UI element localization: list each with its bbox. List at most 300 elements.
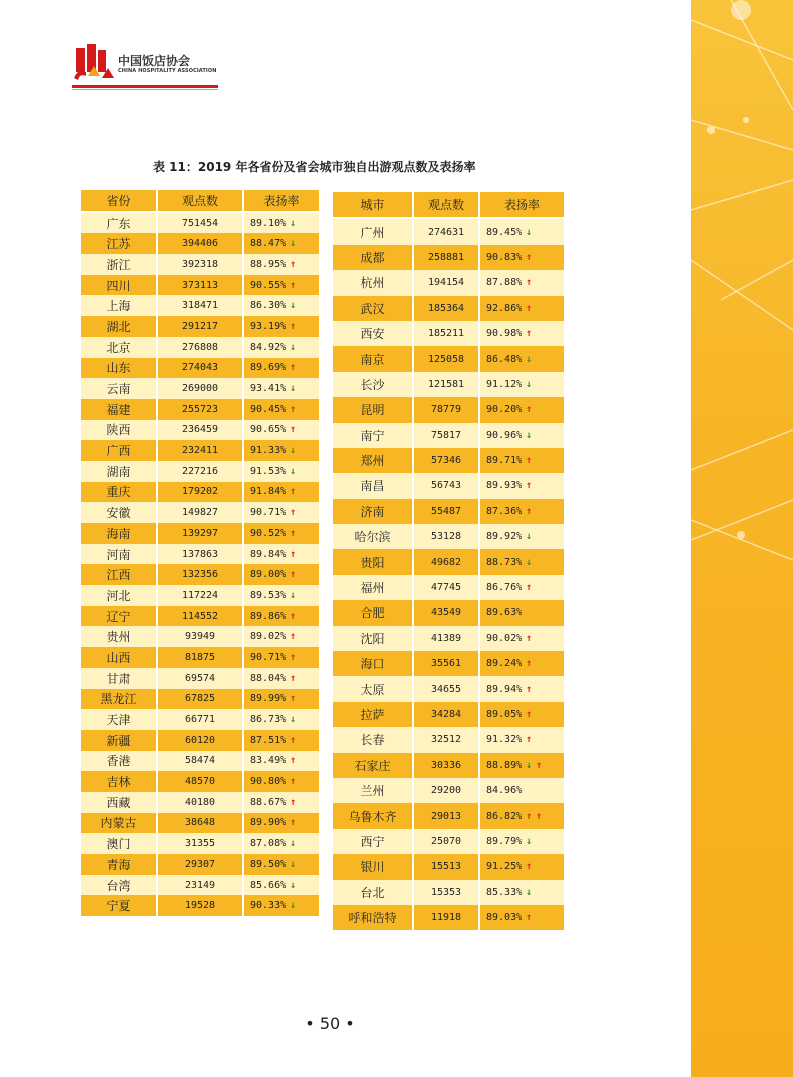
praise-rate-cell (479, 702, 564, 727)
praise-rate-value: 84.96% (486, 785, 523, 797)
region-name-cell: 成都 (333, 245, 413, 270)
table-row (81, 482, 319, 503)
table-row (81, 295, 319, 316)
region-name-cell: 湖南 (81, 461, 157, 482)
praise-rate-cell (479, 346, 564, 371)
region-name-cell: 山东 (81, 358, 157, 379)
praise-rate-cell (243, 751, 319, 772)
trend-up-icon: ↑ (526, 683, 533, 695)
table-row (81, 440, 319, 461)
praise-rate-cell (479, 676, 564, 701)
praise-rate-cell (479, 905, 564, 930)
trend-up-icon: ↑ (526, 302, 533, 314)
region-name-cell: 广东 (81, 212, 157, 234)
opinion-count-cell: 29200 (413, 778, 479, 803)
opinion-count-cell: 31355 (157, 833, 243, 854)
trend-down-icon: ↓ (526, 378, 533, 390)
region-name-cell: 呼和浩特 (333, 905, 413, 930)
region-name-cell: 福建 (81, 399, 157, 420)
trend-up-icon: ↑ (290, 548, 297, 560)
table-row (333, 778, 564, 803)
region-name-cell: 浙江 (81, 254, 157, 275)
praise-rate-value: 90.02% (486, 632, 523, 644)
table-row (333, 626, 564, 651)
opinion-count-cell: 30336 (413, 753, 479, 778)
region-name-cell: 南京 (333, 346, 413, 371)
praise-rate-value: 89.99% (250, 693, 287, 705)
region-name-cell: 贵州 (81, 626, 157, 647)
praise-rate-value: 88.04% (250, 672, 287, 684)
opinion-count-cell: 232411 (157, 440, 243, 461)
table-row (81, 316, 319, 337)
opinion-count-cell: 236459 (157, 420, 243, 441)
trend-down-icon: ↓ (526, 429, 533, 441)
region-name-cell: 辽宁 (81, 606, 157, 627)
opinion-count-cell: 29013 (413, 803, 479, 828)
praise-rate-value: 87.88% (486, 277, 523, 289)
table-row (333, 296, 564, 321)
table-row (333, 676, 564, 701)
region-name-cell: 长沙 (333, 372, 413, 397)
table-row (81, 668, 319, 689)
trend-up-icon: ↑ (526, 658, 533, 670)
opinion-count-cell: 35561 (413, 651, 479, 676)
trend-up-icon: ↑ (526, 709, 533, 720)
praise-rate-cell (243, 378, 319, 399)
table-row (333, 423, 564, 448)
praise-rate-value: 93.19% (250, 320, 287, 332)
table-row (333, 829, 564, 854)
praise-rate-cell (243, 420, 319, 441)
praise-rate-cell (243, 275, 319, 296)
trend-up-icon: ↑ (290, 258, 297, 270)
praise-rate-value: 93.41% (250, 383, 287, 395)
trend-down-icon: ↓ (526, 835, 533, 847)
opinion-count-cell: 19528 (157, 895, 243, 916)
region-name-cell: 福州 (333, 575, 413, 600)
praise-rate-value: 88.47% (250, 238, 287, 250)
praise-rate-cell (243, 337, 319, 358)
opinion-count-cell: 58474 (157, 751, 243, 772)
praise-rate-value: 90.71% (250, 651, 287, 663)
praise-rate-value: 91.25% (486, 861, 523, 873)
praise-rate-cell (243, 461, 319, 482)
region-name-cell: 江西 (81, 564, 157, 585)
opinion-count-cell: 60120 (157, 730, 243, 751)
praise-rate-cell (243, 854, 319, 875)
praise-rate-value: 87.51% (250, 734, 287, 746)
praise-rate-value: 89.79% (486, 835, 523, 847)
praise-rate-cell (479, 245, 564, 270)
praise-rate-cell (243, 730, 319, 751)
opinion-count-cell: 274043 (157, 358, 243, 379)
trend-down-icon: ↓ (290, 445, 297, 457)
opinion-count-cell: 34284 (413, 702, 479, 727)
opinion-count-cell: 56743 (413, 473, 479, 498)
opinion-count-cell: 269000 (157, 378, 243, 399)
region-name-cell: 武汉 (333, 296, 413, 321)
trend-down-icon: ↓ (526, 353, 533, 365)
praise-rate-cell (243, 254, 319, 275)
opinion-count-cell: 34655 (413, 676, 479, 701)
praise-rate-value: 90.45% (250, 403, 287, 415)
header-rule-red (72, 85, 218, 88)
table-row (333, 346, 564, 371)
region-name-cell: 四川 (81, 275, 157, 296)
region-name-cell: 北京 (81, 337, 157, 358)
praise-rate-cell (243, 709, 319, 730)
region-name-cell: 哈尔滨 (333, 524, 413, 549)
opinion-count-cell: 751454 (157, 212, 243, 234)
table-row (333, 600, 564, 625)
praise-rate-value: 89.50% (250, 858, 287, 870)
trend-up-icon: ↑ (526, 328, 533, 340)
region-name-cell: 沈阳 (333, 626, 413, 651)
praise-rate-value: 91.53% (250, 465, 287, 477)
region-name-cell: 南昌 (333, 473, 413, 498)
praise-rate-cell (479, 778, 564, 803)
praise-rate-value: 89.69% (250, 362, 287, 374)
trend-up-icon: ↑ (290, 527, 297, 539)
table-row (81, 792, 319, 813)
region-name-cell: 银川 (333, 854, 413, 879)
region-name-cell: 西宁 (333, 829, 413, 854)
praise-rate-cell (479, 753, 564, 778)
praise-rate-cell (243, 544, 319, 565)
praise-rate-value: 88.89% (486, 759, 523, 771)
praise-rate-cell (243, 689, 319, 710)
table-title: 表 11：2019 年各省份及省会城市独自出游观点数及表扬率 (153, 160, 476, 174)
praise-rate-cell (243, 233, 319, 254)
praise-rate-value: 89.71% (486, 455, 523, 467)
trend-down-icon: ↓ (526, 759, 533, 771)
table-row (333, 702, 564, 727)
praise-rate-cell (479, 549, 564, 574)
table-row (333, 880, 564, 905)
table-row (333, 803, 564, 828)
trend-up-icon: ↑ (526, 455, 533, 467)
region-name-cell: 石家庄 (333, 753, 413, 778)
praise-rate-value: 91.84% (250, 486, 287, 498)
praise-rate-cell (479, 499, 564, 524)
praise-rate-cell (479, 448, 564, 473)
region-name-cell: 兰州 (333, 778, 413, 803)
opinion-count-cell: 41389 (413, 626, 479, 651)
trend-up-icon: ↑ (290, 693, 297, 705)
opinion-count-cell: 75817 (413, 423, 479, 448)
praise-rate-cell (243, 482, 319, 503)
praise-rate-cell (479, 397, 564, 422)
praise-rate-value: 91.33% (250, 445, 287, 457)
praise-rate-cell (243, 875, 319, 896)
trend-down-icon: ↓ (290, 900, 297, 912)
opinion-count-cell: 318471 (157, 295, 243, 316)
region-name-cell: 台北 (333, 880, 413, 905)
header-rule-orange (72, 89, 218, 90)
praise-rate-value: 86.48% (486, 353, 523, 365)
opinion-count-cell: 121581 (413, 372, 479, 397)
trend-up-icon: ↑ (526, 505, 533, 517)
table-row (333, 549, 564, 574)
table-row (333, 905, 564, 930)
table-row (81, 854, 319, 875)
table-row (81, 212, 319, 234)
table-row (81, 833, 319, 854)
trend-down-icon: ↓ (290, 217, 297, 229)
table-row (81, 254, 319, 275)
region-name-cell: 合肥 (333, 600, 413, 625)
organization-name-english: CHINA HOSPITALITY ASSOCIATION (118, 68, 217, 74)
region-name-cell: 西藏 (81, 792, 157, 813)
table-row (81, 564, 319, 585)
praise-rate-cell (479, 803, 564, 828)
region-name-cell: 香港 (81, 751, 157, 772)
opinion-count-cell: 394406 (157, 233, 243, 254)
praise-rate-cell (479, 727, 564, 752)
region-name-cell: 宁夏 (81, 895, 157, 916)
trend-up-icon: ↑ (290, 796, 297, 808)
region-name-cell: 安徽 (81, 502, 157, 523)
opinion-count-cell: 117224 (157, 585, 243, 606)
trend-up-icon: ↑ (526, 582, 533, 594)
trend-down-icon: ↓ (526, 531, 533, 543)
region-name-cell: 云南 (81, 378, 157, 399)
opinion-count-cell: 179202 (157, 482, 243, 503)
trend-up-icon: ↑ (526, 734, 533, 746)
praise-rate-cell (479, 829, 564, 854)
opinion-count-cell: 15513 (413, 854, 479, 879)
trend-up-icon: ↑ (290, 362, 297, 374)
opinion-count-cell: 185211 (413, 321, 479, 346)
table-row (81, 689, 319, 710)
praise-rate-cell (243, 358, 319, 379)
opinion-count-cell: 258881 (413, 245, 479, 270)
opinion-count-cell: 11918 (413, 905, 479, 930)
trend-up-icon: ↑ (290, 817, 297, 829)
praise-rate-cell (479, 651, 564, 676)
trend-down-icon: ↓ (290, 341, 297, 353)
region-name-cell: 拉萨 (333, 702, 413, 727)
table-row (81, 233, 319, 254)
trend-up-icon: ↑ (290, 507, 297, 519)
opinion-count-cell: 69574 (157, 668, 243, 689)
praise-rate-value: 89.63% (486, 607, 523, 619)
praise-rate-value: 90.71% (250, 507, 287, 519)
praise-rate-value: 89.90% (250, 817, 287, 829)
trend-up-icon: ↑ (290, 610, 297, 622)
column-header: 城市 (333, 192, 413, 218)
praise-rate-value: 86.30% (250, 300, 287, 312)
opinion-count-cell: 66771 (157, 709, 243, 730)
table-row (81, 461, 319, 482)
opinion-count-cell: 67825 (157, 689, 243, 710)
table-row (333, 854, 564, 879)
praise-rate-value: 88.67% (250, 796, 287, 808)
table-row (333, 218, 564, 244)
opinion-count-cell: 132356 (157, 564, 243, 585)
region-name-cell: 甘肃 (81, 668, 157, 689)
praise-rate-cell (479, 473, 564, 498)
trend-down-icon: ↓ (526, 226, 533, 238)
region-name-cell: 广州 (333, 218, 413, 244)
table-row (333, 753, 564, 778)
trend-down-icon: ↓ (290, 383, 297, 395)
column-header: 观点数 (413, 192, 479, 218)
region-name-cell: 南宁 (333, 423, 413, 448)
region-name-cell: 内蒙古 (81, 813, 157, 834)
praise-rate-cell (479, 854, 564, 879)
praise-rate-value: 89.53% (250, 589, 287, 601)
table-row (81, 337, 319, 358)
praise-rate-cell (243, 626, 319, 647)
praise-rate-cell (243, 585, 319, 606)
trend-down-icon: ↓ (290, 589, 297, 601)
page-number: • 50 • (305, 1014, 355, 1033)
praise-rate-value: 90.20% (486, 404, 523, 416)
region-name-cell: 台湾 (81, 875, 157, 896)
region-name-cell: 新疆 (81, 730, 157, 751)
trend-up-icon: ↑ (290, 672, 297, 684)
table-row (333, 524, 564, 549)
opinion-count-cell: 43549 (413, 600, 479, 625)
hotel-association-logo-icon (72, 42, 116, 84)
praise-rate-value: 91.12% (486, 378, 523, 390)
table-row (333, 321, 564, 346)
praise-rate-cell (479, 321, 564, 346)
praise-rate-value: 92.86% (486, 302, 523, 314)
region-name-cell: 吉林 (81, 771, 157, 792)
trend-down-icon: ↓ (290, 858, 297, 870)
praise-rate-cell (243, 771, 319, 792)
trend-up-icon: ↑ (290, 424, 297, 436)
decorative-side-band (691, 0, 793, 1077)
praise-rate-cell (479, 626, 564, 651)
region-name-cell: 郑州 (333, 448, 413, 473)
trend-down-icon: ↓ (526, 886, 533, 898)
region-name-cell: 黑龙江 (81, 689, 157, 710)
praise-rate-cell (479, 575, 564, 600)
praise-rate-value: 83.49% (250, 755, 287, 767)
opinion-count-cell: 55487 (413, 499, 479, 524)
table-row (81, 813, 319, 834)
region-name-cell: 昆明 (333, 397, 413, 422)
praise-rate-value: 87.08% (250, 838, 287, 850)
praise-rate-cell (479, 296, 564, 321)
table-row (81, 358, 319, 379)
trend-down-icon: ↓ (290, 465, 297, 477)
opinion-count-cell: 29307 (157, 854, 243, 875)
praise-rate-value: 89.92% (486, 531, 523, 543)
trend-down-icon: ↓ (290, 879, 297, 891)
opinion-count-cell: 194154 (413, 270, 479, 295)
praise-rate-value: 90.83% (486, 251, 523, 263)
opinion-count-cell: 32512 (413, 727, 479, 752)
table-row (81, 585, 319, 606)
praise-rate-cell (479, 372, 564, 397)
opinion-count-cell: 291217 (157, 316, 243, 337)
network-lines-decoration (691, 0, 793, 1077)
trend-up-icon: ↑ (526, 861, 533, 873)
praise-rate-cell (243, 813, 319, 834)
praise-rate-value: 90.33% (250, 900, 287, 912)
trend-down-icon: ↓ (290, 838, 297, 850)
trend-up-icon: ↑ (290, 403, 297, 415)
trend-up-icon: ↑ (526, 251, 533, 263)
praise-rate-cell (243, 295, 319, 316)
table-row (81, 751, 319, 772)
opinion-count-cell: 227216 (157, 461, 243, 482)
table-row (81, 875, 319, 896)
opinion-count-cell: 57346 (413, 448, 479, 473)
region-name-cell: 青海 (81, 854, 157, 875)
region-name-cell: 广西 (81, 440, 157, 461)
table-row (333, 575, 564, 600)
trend-up-icon: ↑ (526, 404, 533, 416)
praise-rate-value: 89.24% (486, 658, 523, 670)
table-row (333, 473, 564, 498)
praise-rate-cell (243, 833, 319, 854)
trend-up-icon: ↑ (526, 480, 533, 492)
opinion-count-cell: 93949 (157, 626, 243, 647)
trend-up-icon: ↑ (536, 759, 543, 771)
praise-rate-value: 90.65% (250, 424, 287, 436)
table-row (81, 709, 319, 730)
region-name-cell: 济南 (333, 499, 413, 524)
region-name-cell: 重庆 (81, 482, 157, 503)
region-name-cell: 上海 (81, 295, 157, 316)
table-row (333, 245, 564, 270)
praise-rate-value: 90.55% (250, 279, 287, 291)
region-name-cell: 江苏 (81, 233, 157, 254)
region-name-cell: 天津 (81, 709, 157, 730)
table-row (333, 448, 564, 473)
praise-rate-cell (243, 523, 319, 544)
table-row (81, 771, 319, 792)
praise-rate-cell (243, 668, 319, 689)
opinion-count-cell: 114552 (157, 606, 243, 627)
column-header: 观点数 (157, 190, 243, 212)
region-name-cell: 杭州 (333, 270, 413, 295)
table-row (333, 499, 564, 524)
trend-down-icon: ↓ (290, 300, 297, 312)
praise-rate-cell (479, 600, 564, 625)
trend-up-icon: ↑ (526, 632, 533, 644)
praise-rate-value: 85.33% (486, 886, 523, 898)
praise-rate-value: 84.92% (250, 341, 287, 353)
praise-rate-cell (479, 270, 564, 295)
region-name-cell: 长春 (333, 727, 413, 752)
praise-rate-cell (243, 564, 319, 585)
praise-rate-value: 89.00% (250, 569, 287, 581)
opinion-count-cell: 139297 (157, 523, 243, 544)
region-name-cell: 山西 (81, 647, 157, 668)
praise-rate-value: 89.05% (486, 709, 523, 720)
praise-rate-value: 88.95% (250, 258, 287, 270)
table-row (81, 523, 319, 544)
praise-rate-value: 88.73% (486, 556, 523, 568)
opinion-count-cell: 53128 (413, 524, 479, 549)
organization-name: 中国饭店协会 (118, 54, 191, 68)
table-row (333, 372, 564, 397)
praise-rate-cell (479, 880, 564, 905)
opinion-count-cell: 137863 (157, 544, 243, 565)
praise-rate-cell (479, 524, 564, 549)
praise-rate-value: 90.96% (486, 429, 523, 441)
table-row (81, 420, 319, 441)
praise-rate-cell (479, 423, 564, 448)
praise-rate-value: 89.93% (486, 480, 523, 492)
table-row (333, 727, 564, 752)
